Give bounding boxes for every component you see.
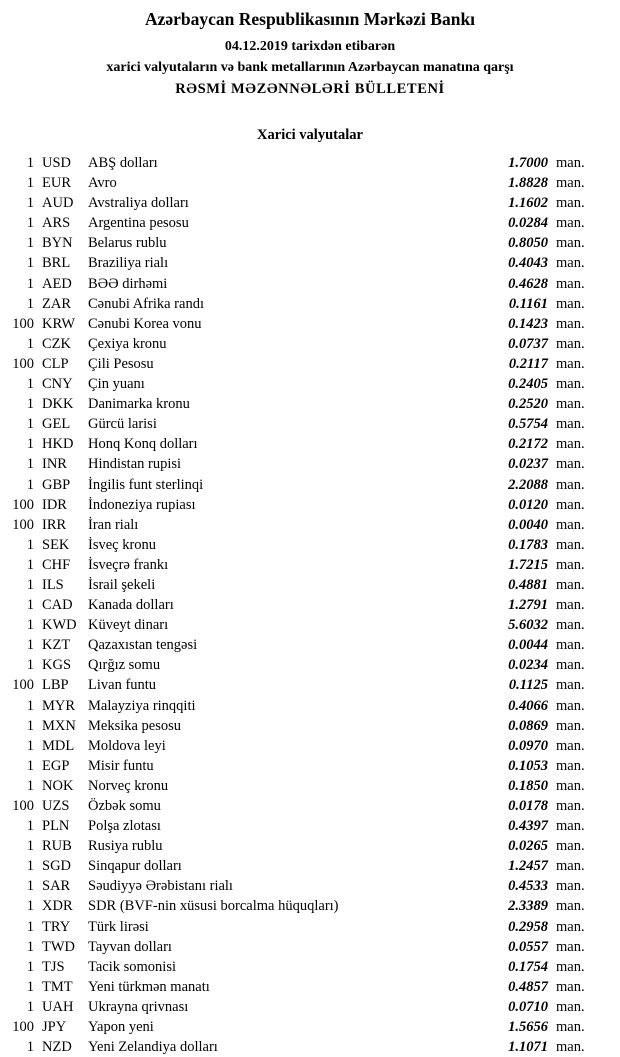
rate-value: 0.2405 [508,376,548,393]
currency-code: MXN [42,717,76,734]
currency-name: Moldova leyi [88,737,166,754]
unit-label: man. [556,175,585,192]
currency-name: Avstraliya dolları [88,195,189,212]
quantity: 1 [26,697,34,714]
currency-code: GEL [42,416,71,433]
rate-value: 0.0178 [508,798,548,814]
unit-label: man. [556,155,585,171]
section-title-foreign-currencies: Xarici valyutalar [257,127,363,143]
unit-label: man. [556,476,585,493]
unit-label: man. [556,195,585,212]
table-row [8,836,594,856]
quantity: 100 [12,1019,34,1036]
table-row [8,374,594,394]
quantity: 1 [26,998,34,1015]
quantity: 1 [26,657,34,674]
currency-name: Belarus rublu [88,235,167,252]
currency-name: Çexiya kronu [88,335,167,352]
unit-label: man. [556,456,585,473]
currency-code: NZD [42,1039,72,1056]
quantity: 100 [12,677,34,694]
rate-value: 0.4857 [508,978,548,995]
currency-name: Çili Pesosu [88,355,154,372]
table-row [8,535,594,555]
currency-name: Yeni Zelandiya dolları [88,1039,218,1056]
table-row [8,555,594,575]
currency-code: CLP [42,355,69,372]
unit-label: man. [556,838,585,855]
table-row [8,957,594,977]
bulletin-header [0,8,620,99]
table-row [8,193,594,213]
quantity: 1 [26,195,34,212]
rate-value: 0.2117 [508,355,548,372]
bank-title: Azərbaycan Respublikasının Mərkəzi Bankı [144,9,476,29]
unit-label: man. [556,938,585,955]
rate-value: 0.0557 [508,938,548,955]
quantity: 1 [26,436,34,453]
table-row [8,475,594,495]
unit-label: man. [556,516,585,533]
currency-name: Qazaxıstan tengəsi [88,637,198,654]
currency-code: EUR [42,175,71,192]
currency-name: Hindistan rupisi [88,456,182,473]
unit-label: man. [556,898,585,915]
quantity: 1 [26,617,34,634]
table-row [8,876,594,896]
table-row [8,856,594,876]
rate-value: 0.8050 [508,235,548,252]
quantity: 1 [26,396,34,413]
currency-code: IRR [42,516,67,533]
currency-name: Tayvan dolları [88,938,172,955]
unit-label: man. [556,376,585,393]
quantity: 1 [26,777,34,794]
quantity: 1 [26,737,34,754]
rate-value: 0.1754 [508,958,548,975]
unit-label: man. [556,576,585,593]
currency-code: UAH [42,998,74,1015]
currency-name: Cənubi Afrika randı [88,295,204,312]
rate-value: 1.5656 [508,1019,548,1036]
currency-code: XDR [42,898,73,915]
quantity: 1 [26,818,34,835]
currency-name: Danimarka kronu [88,396,190,413]
currency-code: CZK [42,335,71,352]
table-row [8,756,594,776]
rate-value: 0.1783 [508,536,548,553]
quantity: 1 [26,978,34,995]
currency-code: BRL [42,255,71,272]
currency-name: Honq Konq dolları [88,436,198,453]
rate-value: 0.1161 [508,295,548,312]
currency-code: USD [42,155,72,171]
currency-code: DKK [42,396,74,413]
unit-label: man. [556,275,585,292]
currency-name: Braziliya rialı [88,255,169,272]
unit-label: man. [556,818,585,835]
quantity: 1 [26,175,34,192]
currency-name: Cənubi Korea vonu [88,315,202,332]
quantity: 1 [26,1039,34,1056]
quantity: 1 [26,155,34,171]
unit-label: man. [556,496,585,513]
quantity: 1 [26,938,34,955]
currency-code: CHF [42,556,71,573]
table-row [8,334,594,354]
currency-code: GBP [42,476,71,493]
currency-name: BƏƏ dirhəmi [88,275,168,292]
rate-value: 2.3389 [508,898,548,915]
unit-label: man. [556,416,585,433]
unit-label: man. [556,858,585,875]
quantity: 1 [26,597,34,614]
table-row [8,454,594,474]
currency-name: Yapon yeni [88,1019,154,1036]
unit-label: man. [556,255,585,272]
currency-name: Polşa zlotası [88,818,161,835]
table-row [8,595,594,615]
unit-label: man. [556,315,585,332]
rate-value: 1.8828 [508,175,548,192]
table-row [8,655,594,675]
rate-value: 0.1053 [508,757,548,774]
quantity: 100 [12,496,34,513]
quantity: 1 [26,456,34,473]
currency-code: TWD [42,938,76,955]
currency-code: MDL [42,737,75,754]
currency-name: Livan funtu [88,677,157,694]
rate-value: 0.2958 [508,918,548,935]
rate-value: 0.1423 [508,315,548,332]
quantity: 100 [12,315,34,332]
quantity: 1 [26,717,34,734]
currency-name: İran rialı [88,516,139,533]
table-row [8,816,594,836]
currency-code: TRY [42,918,71,935]
table-row [8,1037,594,1057]
rate-value: 0.0265 [508,838,548,855]
rate-value: 5.6032 [508,617,548,634]
quantity: 1 [26,476,34,493]
quantity: 1 [26,576,34,593]
currency-name: SDR (BVF-nin xüsusi borcalma hüquqları) [88,898,339,915]
currency-code: IDR [42,496,67,513]
currency-code: KWD [42,617,77,634]
rate-value: 0.4066 [508,697,548,714]
unit-label: man. [556,295,585,312]
currency-name: Kanada dolları [88,597,174,614]
rate-value: 0.4043 [508,255,548,272]
currency-code: SEK [42,536,70,553]
currency-name: Tacik somonisi [88,958,176,975]
rate-value: 0.5754 [508,416,548,433]
unit-label: man. [556,396,585,413]
currency-code: SGD [42,858,72,875]
table-row [8,173,594,193]
rate-value: 0.0284 [508,215,548,232]
currency-code: TJS [42,958,65,975]
unit-label: man. [556,757,585,774]
unit-label: man. [556,717,585,734]
currency-name: Norveç kronu [88,777,169,794]
table-row [8,294,594,314]
currency-code: ARS [42,215,71,232]
currency-code: ILS [42,576,64,593]
currency-name: Çin yuanı [88,376,145,393]
quantity: 1 [26,918,34,935]
currency-name: Gürcü larisi [88,416,157,433]
rate-value: 0.0120 [508,496,548,513]
unit-label: man. [556,918,585,935]
unit-label: man. [556,998,585,1015]
quantity: 1 [26,275,34,292]
rate-value: 0.4881 [508,576,548,593]
table-row [8,896,594,916]
rate-value: 0.0869 [508,717,548,734]
table-row [8,977,594,997]
table-row [8,213,594,233]
quantity: 1 [26,637,34,654]
rate-value: 0.1125 [508,677,548,694]
currency-name: Özbək somu [88,798,161,814]
currency-code: PLN [42,818,70,835]
currency-name: Türk lirəsi [88,918,149,935]
currency-name: Yeni türkmən manatı [88,978,210,995]
table-row [8,354,594,374]
unit-label: man. [556,556,585,573]
currency-name: Meksika pesosu [88,717,182,734]
table-row [8,776,594,796]
table-row [8,253,594,273]
table-row [8,917,594,937]
quantity: 1 [26,235,34,252]
currency-code: HKD [42,436,74,453]
rate-value: 0.0970 [508,737,548,754]
rate-value: 0.0237 [508,456,548,473]
table-row [8,575,594,595]
rate-value: 2.2088 [508,476,548,493]
quantity: 1 [26,416,34,433]
rate-value: 0.0234 [508,657,548,674]
unit-label: man. [556,536,585,553]
rate-value: 0.4628 [508,275,548,292]
table-row [8,937,594,957]
table-row [8,515,594,535]
currency-name: Səudiyyə Ərəbistanı rialı [88,878,233,895]
currency-name: Misir funtu [88,757,154,774]
currency-code: ZAR [42,295,71,312]
currency-name: ABŞ dolları [88,155,158,171]
currency-code: RUB [42,838,72,855]
unit-label: man. [556,637,585,654]
currency-name: Ukrayna qrivnası [88,998,189,1015]
currency-code: KGS [42,657,72,674]
unit-label: man. [556,617,585,634]
currency-code: TMT [42,978,73,995]
quantity: 1 [26,335,34,352]
effective-date-line: 04.12.2019 tarixdən etibarən [224,39,396,54]
currency-name: İndoneziya rupiası [88,496,196,513]
quantity: 1 [26,898,34,915]
currency-code: INR [42,456,67,473]
unit-label: man. [556,777,585,794]
unit-label: man. [556,597,585,614]
rate-value: 0.4397 [508,818,548,835]
unit-label: man. [556,798,585,814]
currency-code: MYR [42,697,76,714]
table-row [8,434,594,454]
rate-value: 1.7000 [508,155,548,171]
rate-value: 0.0737 [508,335,548,352]
rate-value: 1.7215 [508,556,548,573]
unit-label: man. [556,737,585,754]
table-row [8,314,594,334]
unit-label: man. [556,878,585,895]
currency-code: SAR [42,878,71,895]
rate-value: 0.4533 [508,878,548,895]
bulletin-subtitle: xarici valyutaların və bank metallarının Azərbaycan manatına qarşı [106,60,514,75]
currency-name: Argentina pesosu [88,215,189,232]
currency-name: Malayziya rinqqiti [88,697,196,714]
table-row [8,414,594,434]
currency-code: UZS [42,798,70,814]
table-row [8,1017,594,1037]
currency-name: Avro [88,175,117,192]
table-row [8,696,594,716]
rate-value: 0.0044 [508,637,548,654]
quantity: 1 [26,858,34,875]
rate-value: 1.1071 [508,1039,548,1056]
unit-label: man. [556,335,585,352]
rate-value: 0.2520 [508,396,548,413]
table-row [8,635,594,655]
currency-code: KRW [42,315,76,332]
rate-value: 0.0040 [508,516,548,533]
currency-name: İsrail şekeli [88,576,156,593]
table-row [8,495,594,515]
table-row [8,153,594,173]
unit-label: man. [556,677,585,694]
rate-value: 0.0710 [508,998,548,1015]
currency-code: BYN [42,235,73,252]
quantity: 1 [26,295,34,312]
unit-label: man. [556,436,585,453]
currency-name: Sinqapur dolları [88,858,182,875]
quantity: 1 [26,878,34,895]
rate-value: 0.2172 [508,436,548,453]
bulletin-title: RƏSMİ MƏZƏNNƏLƏRİ BÜLLETENİ [175,81,445,97]
quantity: 1 [26,958,34,975]
quantity: 100 [12,798,34,814]
table-row [8,997,594,1017]
currency-code: AUD [42,195,74,212]
quantity: 100 [12,516,34,533]
currency-code: CNY [42,376,73,393]
currency-code: NOK [42,777,74,794]
unit-label: man. [556,235,585,252]
currency-code: JPY [42,1019,67,1036]
rate-value: 1.1602 [508,195,548,212]
unit-label: man. [556,1039,585,1056]
table-row [8,615,594,635]
currency-name: İsveç kronu [88,536,157,553]
rate-value: 0.1850 [508,777,548,794]
unit-label: man. [556,657,585,674]
unit-label: man. [556,355,585,372]
quantity: 1 [26,536,34,553]
quantity: 1 [26,376,34,393]
currency-code: AED [42,275,72,292]
quantity: 1 [26,838,34,855]
quantity: 1 [26,757,34,774]
table-row [8,394,594,414]
table-row [8,716,594,736]
quantity: 1 [26,215,34,232]
quantity: 1 [26,556,34,573]
currency-name: Qırğız somu [88,657,161,674]
currency-code: KZT [42,637,71,654]
rates-table [0,153,620,1057]
currency-code: CAD [42,597,73,614]
table-row [8,796,594,816]
table-row [8,233,594,253]
currency-name: İsveçrə frankı [88,556,169,573]
unit-label: man. [556,215,585,232]
rate-value: 1.2457 [508,858,548,875]
table-row [8,274,594,294]
currency-name: Rusiya rublu [88,838,163,855]
currency-code: EGP [42,757,70,774]
quantity: 1 [26,255,34,272]
rate-value: 1.2791 [508,597,548,614]
unit-label: man. [556,958,585,975]
unit-label: man. [556,1019,585,1036]
currency-code: LBP [42,677,69,694]
quantity: 100 [12,355,34,372]
currency-name: İngilis funt sterlinqi [88,476,204,493]
table-row [8,736,594,756]
unit-label: man. [556,978,585,995]
currency-name: Küveyt dinarı [88,617,169,634]
unit-label: man. [556,697,585,714]
table-row [8,675,594,695]
